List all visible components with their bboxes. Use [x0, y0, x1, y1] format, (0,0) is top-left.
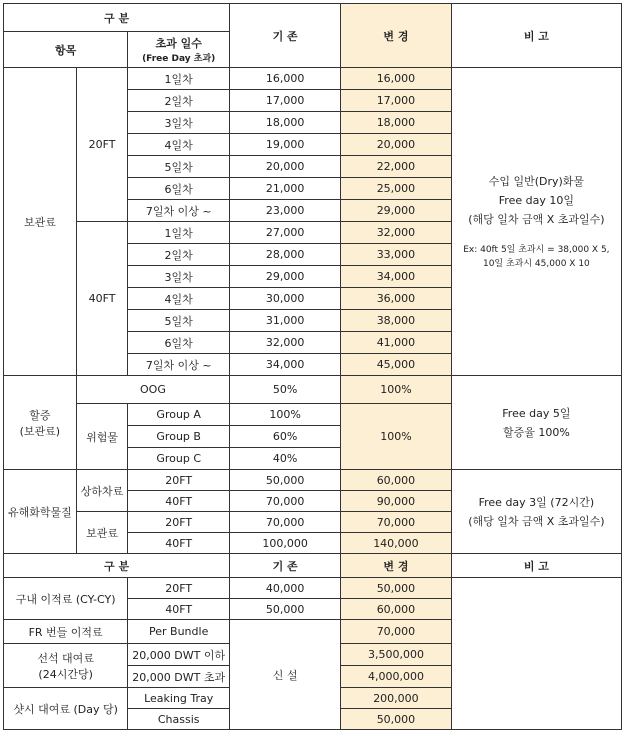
chassis-label: 샷시 대여료 (Day 당) [4, 688, 128, 730]
storage-20ft-changed: 29,000 [341, 200, 452, 222]
storage-40ft-changed: 33,000 [341, 244, 452, 266]
header2-changed: 변 경 [341, 554, 452, 578]
transfer-size: 20FT [128, 578, 230, 599]
storage-label: 보관료 [4, 68, 77, 376]
hazardous-storage-existing: 70,000 [230, 512, 341, 533]
storage-40ft-existing: 31,000 [230, 310, 341, 332]
hazardous-note-line2: (해당 일차 금액 X 초과일수) [468, 514, 605, 528]
storage-40ft-changed: 36,000 [341, 288, 452, 310]
vessel-label-line1: 선석 대여료 [37, 651, 94, 665]
surcharge-label-line1: 할증 [29, 408, 51, 422]
storage-20ft-changed: 22,000 [341, 156, 452, 178]
chassis-changed: 50,000 [341, 709, 452, 730]
vessel-changed: 3,500,000 [341, 644, 452, 666]
hazardous-storage-size: 20FT [128, 512, 230, 533]
header2-gubun: 구 분 [4, 554, 230, 578]
fr-bundle-changed: 70,000 [341, 620, 452, 644]
chassis-changed: 200,000 [341, 688, 452, 709]
storage-20ft-existing: 19,000 [230, 134, 341, 156]
storage-40ft-existing: 29,000 [230, 266, 341, 288]
storage-20ft-changed: 25,000 [341, 178, 452, 200]
transfer-label: 구내 이적료 (CY-CY) [4, 578, 128, 620]
hazardous-handling-size: 40FT [128, 491, 230, 512]
dangerous-changed: 100% [341, 404, 452, 470]
storage-20ft-existing: 23,000 [230, 200, 341, 222]
transfer-changed: 60,000 [341, 599, 452, 620]
oog-existing: 50% [230, 376, 341, 404]
vessel-label-line2: (24시간당) [38, 667, 93, 681]
dangerous-existing: 60% [230, 426, 341, 448]
storage-40ft-day: 1일차 [128, 222, 230, 244]
storage-20ft-existing: 21,000 [230, 178, 341, 200]
header-existing: 기 존 [230, 4, 341, 68]
storage-20ft-existing: 17,000 [230, 90, 341, 112]
storage-20ft-day: 4일차 [128, 134, 230, 156]
dangerous-existing: 100% [230, 404, 341, 426]
storage-20ft-label: 20FT [76, 68, 128, 222]
storage-40ft-day: 6일차 [128, 332, 230, 354]
storage-20ft-changed: 20,000 [341, 134, 452, 156]
storage-40ft-changed: 41,000 [341, 332, 452, 354]
chassis-unit: Chassis [128, 709, 230, 730]
storage-40ft-day: 3일차 [128, 266, 230, 288]
oog-label: OOG [76, 376, 229, 404]
hazardous-storage-changed: 70,000 [341, 512, 452, 533]
header-item: 항목 [4, 32, 128, 68]
storage-20ft-day: 7일차 이상 ~ [128, 200, 230, 222]
header2-existing: 기 존 [230, 554, 341, 578]
header-excess-days-label: 초과 일수 [155, 37, 202, 50]
storage-20ft-existing: 16,000 [230, 68, 341, 90]
storage-40ft-day: 7일차 이상 ~ [128, 354, 230, 376]
hazardous-storage-changed: 140,000 [341, 533, 452, 554]
hazardous-handling-existing: 50,000 [230, 470, 341, 491]
chassis-unit: Leaking Tray [128, 688, 230, 709]
storage-20ft-day: 3일차 [128, 112, 230, 134]
dangerous-label: 위험물 [76, 404, 128, 470]
surcharge-note-line1: Free day 5일 [502, 406, 571, 420]
dangerous-group: Group A [128, 404, 230, 426]
surcharge-label [4, 376, 77, 470]
fr-bundle-unit: Per Bundle [128, 620, 230, 644]
storage-note-line2: Free day 10일 [498, 194, 574, 207]
storage-20ft-existing: 20,000 [230, 156, 341, 178]
vessel-unit: 20,000 DWT 초과 [128, 666, 230, 688]
storage-40ft-changed: 32,000 [341, 222, 452, 244]
storage-note-line3: (해당 일차 금액 X 초과일수) [468, 213, 605, 226]
header-excess-days [128, 32, 230, 68]
others-remarks [451, 578, 621, 730]
header-changed: 변 경 [341, 4, 452, 68]
storage-40ft-day: 4일차 [128, 288, 230, 310]
header-excess-days-sub: (Free Day 초과) [142, 54, 216, 64]
storage-40ft-day: 2일차 [128, 244, 230, 266]
storage-20ft-day: 2일차 [128, 90, 230, 112]
storage-40ft-existing: 30,000 [230, 288, 341, 310]
storage-40ft-changed: 45,000 [341, 354, 452, 376]
dangerous-group: Group B [128, 426, 230, 448]
dangerous-existing: 40% [230, 448, 341, 470]
oog-changed: 100% [341, 376, 452, 404]
transfer-size: 40FT [128, 599, 230, 620]
storage-note-line1: 수입 일반(Dry)화물 [488, 175, 585, 188]
storage-40ft-existing: 27,000 [230, 222, 341, 244]
hazardous-handling-size: 20FT [128, 470, 230, 491]
hazardous-handling-changed: 60,000 [341, 470, 452, 491]
storage-40ft-day: 5일차 [128, 310, 230, 332]
storage-40ft-existing: 32,000 [230, 332, 341, 354]
hazardous-note-line1: Free day 3일 (72시간) [478, 495, 595, 509]
hazardous-handling-existing: 70,000 [230, 491, 341, 512]
storage-20ft-existing: 18,000 [230, 112, 341, 134]
storage-20ft-day: 6일차 [128, 178, 230, 200]
storage-20ft-day: 1일차 [128, 68, 230, 90]
storage-20ft-changed: 16,000 [341, 68, 452, 90]
hazardous-storage-existing: 100,000 [230, 533, 341, 554]
header2-remarks: 비 고 [451, 554, 621, 578]
storage-40ft-existing: 34,000 [230, 354, 341, 376]
surcharge-label-line2: (보관료) [19, 424, 61, 438]
storage-note-example1: Ex: 40ft 5일 초과시 = 38,000 X 5, [463, 245, 610, 255]
storage-40ft-label: 40FT [76, 222, 128, 376]
hazardous-handling-changed: 90,000 [341, 491, 452, 512]
transfer-existing: 40,000 [230, 578, 341, 599]
storage-40ft-existing: 28,000 [230, 244, 341, 266]
transfer-changed: 50,000 [341, 578, 452, 599]
hazardous-storage-size: 40FT [128, 533, 230, 554]
hazardous-remarks [451, 470, 621, 554]
storage-40ft-changed: 34,000 [341, 266, 452, 288]
surcharge-remarks [451, 376, 621, 470]
storage-20ft-day: 5일차 [128, 156, 230, 178]
hazardous-storage-label: 보관료 [76, 512, 128, 554]
transfer-existing: 50,000 [230, 599, 341, 620]
storage-20ft-changed: 18,000 [341, 112, 452, 134]
vessel-unit: 20,000 DWT 이하 [128, 644, 230, 666]
storage-20ft-changed: 17,000 [341, 90, 452, 112]
header-remarks: 비 고 [451, 4, 621, 68]
new-item-label: 신 설 [230, 620, 341, 730]
fr-bundle-label: FR 번들 이적료 [4, 620, 128, 644]
vessel-changed: 4,000,000 [341, 666, 452, 688]
hazardous-handling-label: 상하차료 [76, 470, 128, 512]
surcharge-note-line2: 할증율 100% [502, 425, 570, 439]
header-gubun: 구 분 [4, 4, 230, 32]
storage-note-example2: 10일 초과시 45,000 X 10 [482, 259, 590, 269]
vessel-label [4, 644, 128, 688]
tariff-table [3, 3, 622, 730]
storage-remarks [451, 68, 621, 376]
storage-40ft-changed: 38,000 [341, 310, 452, 332]
hazardous-label: 유해화학물질 [4, 470, 77, 554]
dangerous-group: Group C [128, 448, 230, 470]
